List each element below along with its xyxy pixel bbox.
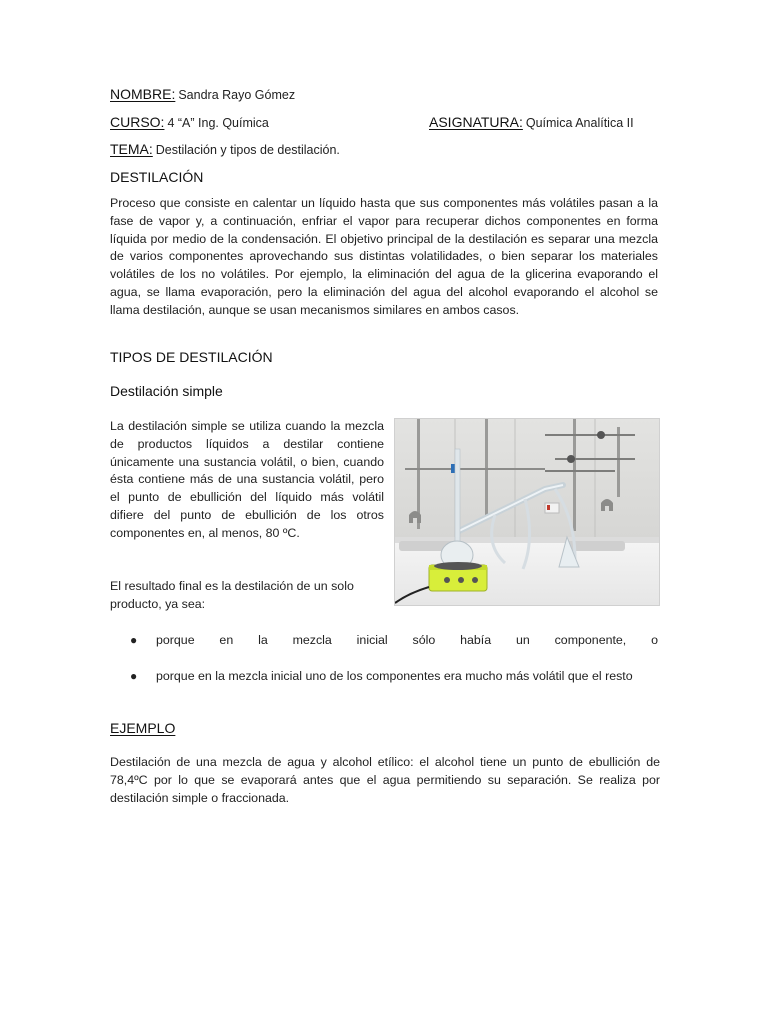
nombre-label: NOMBRE: bbox=[110, 86, 176, 102]
bullet-icon: ● bbox=[130, 633, 138, 647]
resultado-bullet-list bbox=[110, 632, 658, 686]
ejemplo-paragraph: Destilación de una mezcla de agua y alcohol etílico: el alcohol tiene un punto de ebullición de 78,4ºC por lo que se evaporará antes que el agua permitiendo su separación. Se realiza por destilación simple o fraccionada. bbox=[110, 755, 660, 805]
tema-label: TEMA: bbox=[110, 141, 153, 157]
nombre-value: Sandra Rayo Gómez bbox=[178, 88, 296, 102]
distillation-apparatus-photo bbox=[394, 418, 660, 606]
destilacion-simple-paragraph: La destilación simple se utiliza cuando la mezcla de productos líquidos a destilar contiene únicamente una sustancia volátil, o bien, cuando ésta contiene más de una sustancia volátil, pero el punto de ebullición del líquido más volátil difiere del punto de ebullición de los otros componentes en, al menos, 80 ºC. bbox=[110, 419, 384, 540]
bullet-icon: ● bbox=[130, 668, 138, 683]
curso-value: 4 “A” Ing. Química bbox=[167, 116, 269, 130]
destilacion-paragraph: Proceso que consiste en calentar un líquido hasta que sus componentes más volátiles pasan a la fase de vapor y, a continuación, enfriar el vapor para recuperar dichos componentes en forma líquida por medio de la condensación. El objetivo principal de la destilación es separar una mezcla de varios componentes aprovechando sus distintas volatilidades, o bien separar los materiales volátiles de los no volátiles. Por ejemplo, la eliminación del agua de la glicerina evaporando el agua, se llama evaporación, pero la eliminación del agua del alcohol evaporando el alcohol se llama destilación, aunque se usan mecanismos similares en ambos casos. bbox=[110, 196, 658, 317]
tema-line bbox=[110, 141, 340, 157]
nombre-line bbox=[110, 86, 295, 102]
list-item bbox=[110, 668, 658, 686]
ejemplo-heading: EJEMPLO bbox=[110, 720, 176, 736]
destilacion-heading: DESTILACIÓN bbox=[110, 169, 204, 185]
tema-value: Destilación y tipos de destilación. bbox=[155, 143, 340, 157]
asignatura-label: ASIGNATURA: bbox=[429, 114, 523, 130]
tipos-heading: TIPOS DE DESTILACIÓN bbox=[110, 349, 273, 365]
list-item bbox=[110, 632, 658, 650]
bullet-text: porque en la mezcla inicial uno de los componentes era mucho más volátil que el resto bbox=[156, 668, 633, 683]
curso-line bbox=[110, 114, 269, 130]
asignatura-value: Química Analítica II bbox=[525, 116, 634, 130]
resultado-paragraph: El resultado final es la destilación de un solo producto, ya sea: bbox=[110, 579, 354, 611]
asignatura-line bbox=[429, 114, 634, 130]
curso-label: CURSO: bbox=[110, 114, 165, 130]
destilacion-simple-heading: Destilación simple bbox=[110, 383, 223, 399]
bullet-text: porque en la mezcla inicial sólo había un componente, o bbox=[156, 633, 658, 647]
